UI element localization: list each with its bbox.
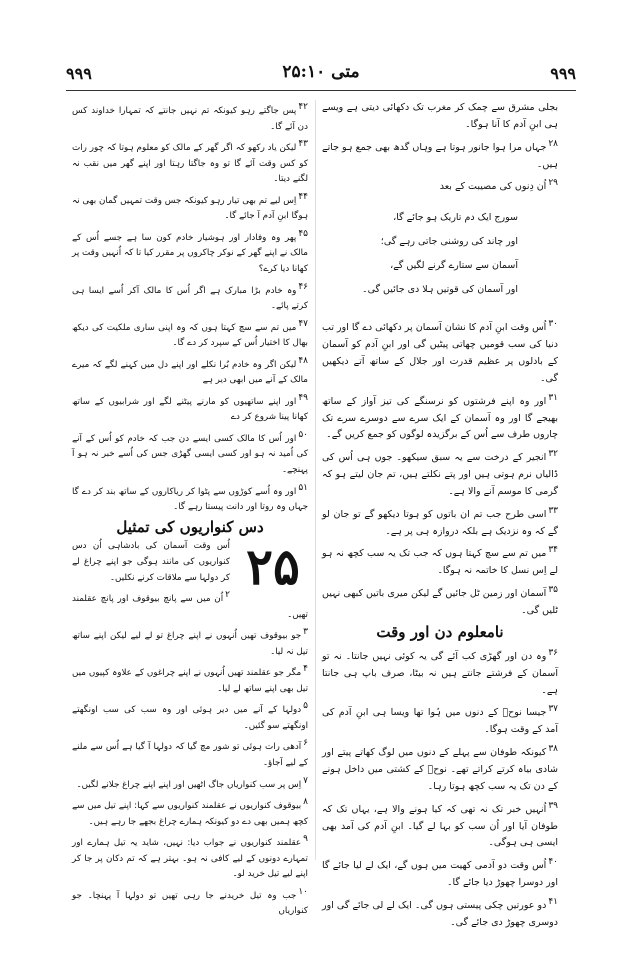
verse-paragraph	[72, 428, 308, 479]
verse-number: ۳۵	[548, 585, 558, 596]
verse-text: اِس پر سب کنواریاں جاگ اٹھیں اور اپنے اپنے چراغ جلانے لگیں۔	[76, 779, 302, 790]
verse-text: دولہا کے آنے میں دیر ہوئی اور وہ سب کی سب اونگھتے اونگھتے سو گئیں۔	[72, 705, 308, 731]
verse-paragraph	[72, 625, 308, 660]
verse-number: ۹	[303, 834, 308, 845]
verse-paragraph	[72, 317, 308, 352]
verse-number: ۴۹	[298, 392, 308, 403]
verse-paragraph	[322, 741, 558, 796]
verse-text: وہ دن اور گھڑی کب آئے گی یہ کوئی نہیں جانتا۔ نہ تو آسمان کے فرشتے جانتے ہیں نہ بیٹا، صرف باپ ہی جانتا ہے۔	[322, 650, 558, 696]
verse-number: ۳۱	[548, 392, 558, 403]
verse-number: ۳۶	[548, 647, 558, 658]
verse-text: اُن دِنوں کی مصیبت کے بعد	[439, 181, 547, 193]
verse-paragraph	[322, 854, 558, 892]
verse-text: بیوقوف کنواریوں نے عقلمند کنواریوں سے کہا: اپنے تیل میں سے کچھ ہمیں بھی دے دو کیونکہ ہمارے چراغ بجھے جا رہے ہیں۔	[72, 800, 308, 827]
verse-paragraph	[72, 100, 308, 135]
section-heading: نامعلوم دن اور وقت	[376, 622, 504, 641]
verse-number: ۴۲	[298, 102, 308, 112]
verse-number: ۷	[303, 775, 308, 786]
verse-paragraph	[72, 736, 308, 771]
verse-number: ۳۳	[548, 505, 558, 516]
verse-paragraph	[322, 446, 558, 501]
verse-paragraph	[72, 280, 308, 315]
verse-number: ۴۷	[298, 318, 308, 329]
verse-text: پھر وہ وفادار اور ہوشیار خادم کون سا ہے جسے اُس کے مالک نے اپنے گھر کے نوکر چاکروں پر مقرر کیا تا کہ اُنہیں وقت پر کھانا دیا کرے؟	[72, 232, 308, 274]
verse-number: ۳۲	[548, 449, 558, 460]
verse-text: بجلی مشرق سے چمک کر مغرب تک دکھائی دیتی ہے ویسے ہی ابنِ آدم کا آنا ہوگا۔	[322, 102, 558, 130]
verse-text: اِس لیے تم بھی تیار رہو کیونکہ جس وقت تمہیں گمان بھی نہ ہوگا ابنِ آدم آ جائے گا۔	[72, 195, 308, 222]
verse-number: ۴۰	[548, 857, 558, 868]
verse-paragraph	[322, 136, 558, 174]
verse-paragraph	[322, 701, 558, 739]
verse-text: اُس وقت دو آدمی کھیت میں ہوں گے، ایک لے لیا جائے گا اور دوسرا چھوڑ دیا جائے گا۔	[322, 860, 558, 889]
verse-paragraph	[322, 645, 558, 700]
verse-number: ۳۷	[548, 704, 558, 715]
section-heading: دس کنواریوں کی تمثیل	[116, 517, 264, 536]
verse-paragraph	[72, 481, 308, 516]
verse-text: اسی طرح جب تم ان باتوں کو ہوتا دیکھو گے تو جان لو گے کہ وہ نزدیک ہے بلکہ دروازہ ہی پر ہے۔	[322, 508, 558, 537]
verse-number: ۳۹	[548, 800, 558, 811]
verse-text: لیکن یاد رکھو کہ اگر گھر کے مالک کو معلوم ہوتا کہ چور رات کو کس وقت آئے گا تو وہ جاگتا رہتا اور اپنے گھر میں نقب نہ لگنے دیتا۔	[72, 143, 308, 185]
poem-line: آسمان سے ستارے گرنے لگیں گے،	[390, 260, 518, 272]
poem-block	[322, 206, 558, 302]
verse-paragraph	[322, 582, 558, 620]
verse-number: ۴۵	[298, 228, 308, 239]
verse-paragraph	[72, 774, 308, 794]
verse-paragraph	[322, 503, 558, 541]
verse-text: اُس وقت آسمان کی بادشاہی اُن دس کنواریوں کی مانند ہوگی جو اپنے چراغ لے کر دولہا سے ملاقات کرنے نکلیں۔	[72, 541, 230, 583]
verse-paragraph	[322, 100, 558, 134]
verse-text: انجیر کے درخت سے یہ سبق سیکھو۔ جوں ہی اُس کی ڈالیاں نرم ہوتی ہیں اور پتے نکلتے ہیں، تم جان لیتے ہو کہ گرمی کا موسم آنے والا ہے۔	[322, 452, 558, 497]
poem-line: سورج ایک دم تاریک ہو جائے گا،	[393, 212, 518, 224]
verse-number: ۳۰	[548, 319, 558, 330]
verse-text: آسمان اور زمین ٹل جائیں گے لیکن میری باتیں کبھی نہیں ٹلیں گی۔	[321, 588, 558, 617]
verse-text: دو عورتیں چکی پیستی ہوں گی۔ ایک لے لی جائے گی اور دوسری چھوڑ دی جائے گی۔	[322, 900, 558, 928]
verse-text: وہ خادم بڑا مبارک ہے اگر اُس کا مالک آکر اُسے ایسا ہی کرتے پائے۔	[72, 285, 308, 312]
right-text-column	[322, 100, 558, 934]
verse-text: میں تم سے سچ کہتا ہوں کہ وہ اپنی ساری ملکیت کی دیکھ بھال کا اختیار اُس کے سپرد کر دے گا۔	[72, 322, 308, 349]
verse-number: ۵۰	[298, 429, 308, 440]
verse-text: اُس وقت ابنِ آدم کا نشان آسمان پر دکھائی دے گا اور تب دنیا کی سب قومیں چھاتی پیٹیں گی اور ابنِ آدم کو آسمان کے بادلوں پر عظیم قدرت اور جلال کے ساتھ آتے دیکھیں گی۔	[322, 322, 558, 384]
poem-line: اور آسمان کی قوتیں ہلا دی جائیں گی۔	[362, 284, 518, 296]
verse-text: جو بیوقوف تھیں اُنہوں نے اپنے چراغ تو لے لیے لیکن اپنے ساتھ تیل نہ لیا۔	[72, 631, 308, 657]
verse-text: اور اپنے ساتھیوں کو مارنے پیٹنے لگے اور شرابیوں کے ساتھ کھانا پینا شروع کر دے	[72, 396, 308, 423]
verse-text: پس جاگتے رہو کیونکہ تم نہیں جانتے کہ تمہارا خداوند کس دن آئے گا۔	[72, 105, 308, 132]
verse-paragraph	[322, 894, 558, 932]
running-title: متی ۲۵:۱۰	[282, 62, 360, 82]
chapter-block	[72, 539, 308, 920]
verse-number: ۲۹	[548, 178, 558, 189]
verse-paragraph	[72, 227, 308, 278]
verse-text: عقلمند کنواریوں نے جواب دیا: نہیں، شاید یہ تیل ہمارے اور تمہارے دونوں کے لیے کافی نہ ہو۔ بہتر ہے کہ تم دکان پر جا کر اپنے لیے تیل خرید لو۔	[72, 838, 308, 880]
verse-number: ۴۶	[298, 281, 308, 292]
verse-paragraph	[72, 190, 308, 225]
verse-text: میں تم سے سچ کہتا ہوں کہ جب تک یہ سب کچھ نہ ہو لے اِس نسل کا خاتمہ نہ ہوگا۔	[322, 548, 558, 577]
page-number-left: ۹۹۹	[66, 64, 92, 83]
verse-paragraph	[72, 391, 308, 426]
verse-text: آدھی رات ہوئی تو شور مچ گیا کہ دولہا آ گیا ہے اُس سے ملنے کے لیے آجاؤ۔	[72, 742, 308, 768]
verse-paragraph	[72, 699, 308, 734]
verse-number: ۳۴	[548, 545, 558, 556]
verse-text: اور اُس کا مالک کسی ایسے دن جب کہ خادم کو اُس کے آنے کی اُمید نہ ہو اور کسی ایسی گھڑی جس کی اُسے خبر نہ ہو آ پہنچے۔	[72, 433, 308, 476]
verse-text: جب وہ تیل خریدنے جا رہی تھیں تو دولہا آ پہنچا۔ جو کنواریاں	[72, 890, 308, 917]
verse-text: مگر جو عقلمند تھیں اُنہوں نے اپنے چراغوں کے علاوہ کپیوں میں تیل بھی اپنے ساتھ لے لیا۔	[72, 668, 308, 694]
verse-paragraph	[72, 137, 308, 188]
verse-paragraph	[322, 390, 558, 445]
column-gutter	[315, 100, 316, 860]
verse-number: ۸	[303, 797, 308, 808]
verse-paragraph	[72, 795, 308, 830]
verse-number: ۴	[303, 664, 308, 675]
left-text-column	[72, 100, 308, 922]
verse-paragraph	[72, 832, 308, 883]
verse-number: ۴۸	[298, 355, 308, 366]
verse-text: کیونکہ طوفان سے پہلے کے دنوں میں لوگ کھاتے پیتے اور شادی بیاہ کرتے کراتے تھے۔ نوحؔ کے کشتی میں داخل ہونے کے دن تک یہ سب کچھ ہوتا رہا۔	[322, 747, 558, 792]
verse-number: ۱۰	[298, 886, 308, 897]
verse-paragraph	[322, 316, 558, 387]
verse-number: ۴۴	[298, 191, 308, 202]
verse-number: ۶	[303, 738, 308, 749]
verse-text: لیکن اگر وہ خادم بُرا نکلے اور اپنے دل میں کہنے لگے کہ میرے مالک کے آنے میں ابھی دیر ہے	[72, 359, 308, 386]
verse-number: ۵	[303, 701, 308, 712]
poem-line: اور چاند کی روشنی جاتی رہے گی؛	[380, 236, 518, 248]
page-header	[66, 62, 576, 91]
verse-text: اور وہ اپنے فرشتوں کو نرسنگے کی تیز آواز کے ساتھ بھیجے گا اور وہ آسمان کے ایک سرے سے دوسرے سرے تک چاروں طرف سے اُس کے برگزیدہ لوگوں کو جمع کریں گے۔	[322, 395, 558, 441]
verse-number: ۴۳	[298, 139, 308, 150]
verse-text: جہاں مرا ہوا جانور ہوتا ہے وہاں گدھ بھی جمع ہو جاتے ہیں۔	[322, 141, 558, 170]
verse-number: ۵۱	[298, 482, 308, 493]
verse-number: ۲	[225, 590, 230, 601]
verse-number: ۳۸	[548, 744, 558, 755]
verse-paragraph	[72, 354, 308, 389]
verse-text: اُن میں سے پانچ بیوقوف اور پانچ عقلمند تھیں۔	[72, 594, 308, 620]
verse-number: ۲۸	[548, 138, 558, 149]
verse-text: جیسا نوحؔ کے دنوں میں ہُوا تھا ویسا ہی ابنِ آدم کی آمد کے وقت ہوگا۔	[322, 707, 558, 736]
verse-paragraph	[72, 885, 308, 920]
verse-paragraph	[322, 798, 558, 853]
chapter-number: ۲۵	[246, 537, 300, 597]
verse-text: اور وہ اُسے کوڑوں سے پٹوا کر ریاکاروں کے ساتھ بند کر دے گا جہاں وہ روتا اور دانت پیستا رہے گا۔	[72, 486, 308, 513]
verse-paragraph	[322, 175, 558, 196]
verse-number: ۳	[303, 627, 308, 638]
verse-paragraph	[322, 542, 558, 580]
verse-text: اُنہیں خبر تک نہ تھی کہ کیا ہونے والا ہے، یہاں تک کہ طوفان آیا اور اُن سب کو بہا لے گیا۔ ابنِ آدم کی آمد بھی ایسی ہی ہوگی۔	[322, 803, 558, 849]
verse-paragraph	[72, 662, 308, 697]
verse-number: ۴۱	[548, 896, 558, 907]
page-number-right: ۹۹۹	[550, 64, 576, 83]
